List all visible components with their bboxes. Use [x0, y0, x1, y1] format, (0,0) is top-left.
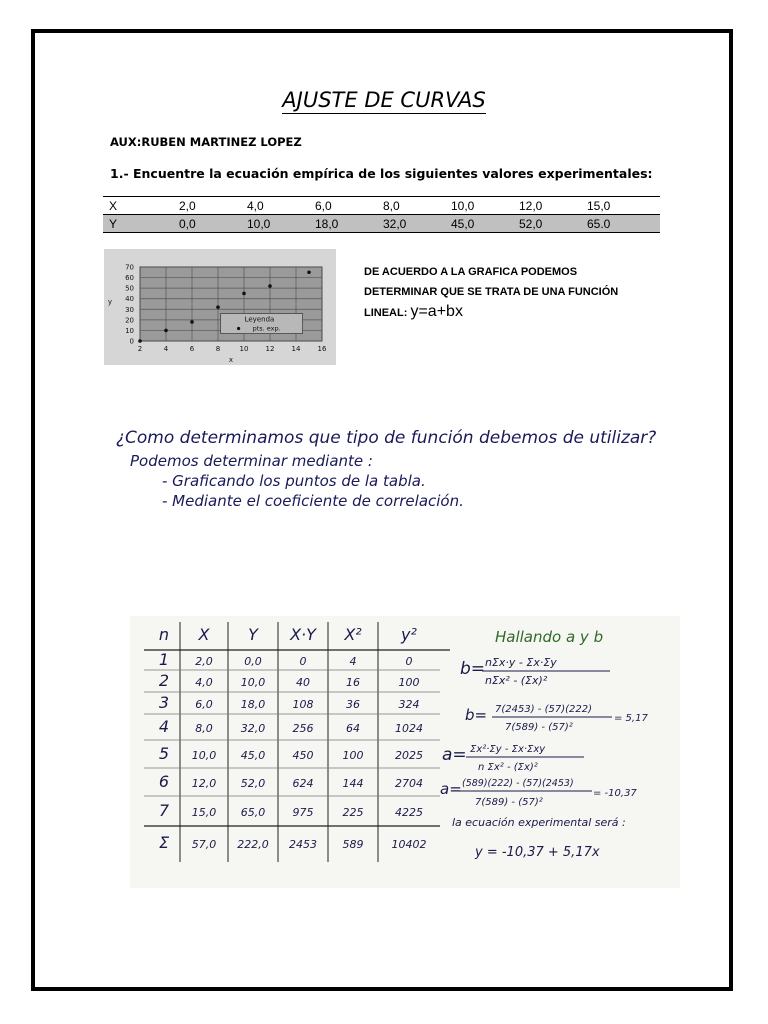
calc-table-cell: 225	[342, 806, 364, 819]
table-cell: 15,0	[587, 198, 611, 213]
x-tick-label: 4	[163, 345, 169, 353]
y-tick-label: 0	[129, 337, 134, 346]
table-cell: 10,0	[451, 198, 475, 213]
calc-table-cell: 16	[346, 676, 360, 689]
calc-table-cell: 256	[292, 722, 314, 735]
data-point	[242, 292, 246, 296]
calc-table-cell: 12,0	[191, 777, 217, 790]
calc-table-cell: 5	[158, 744, 170, 763]
row-label-x: X	[109, 198, 118, 213]
handwritten-line-3: - Mediante el coeficiente de correlación.	[162, 492, 464, 510]
calc-table-cell: 975	[292, 806, 314, 819]
x-tick-label: 8	[215, 345, 221, 353]
calc-table-cell: 2704	[395, 777, 423, 790]
calc-table-cell: 10,0	[191, 749, 217, 762]
calc-table-cell: 8,0	[195, 722, 213, 735]
y-axis-label: y	[107, 298, 113, 306]
data-point	[138, 339, 142, 343]
question-text: 1.- Encuentre la ecuación empírica de los siguientes valores experimentales:	[110, 166, 653, 181]
data-point	[268, 284, 272, 288]
handwritten-notes	[116, 426, 657, 526]
calc-table-cell: 4225	[395, 806, 423, 819]
x-tick-label: 6	[189, 345, 195, 353]
calc-table-sum-cell: 222,0	[237, 838, 269, 851]
graph-description	[364, 262, 618, 323]
b-label: b=	[460, 659, 486, 679]
calc-table-cell: 0	[405, 655, 413, 668]
calc-table-cell: 4,0	[195, 676, 213, 689]
table-cell: 10,0	[247, 216, 271, 231]
a-formula-numerator: Σx²·Σy - Σx·Σxy	[470, 744, 546, 755]
a-sub-numerator: (589)(222) - (57)(2453)	[462, 778, 574, 789]
table-cell: 52,0	[519, 216, 543, 231]
calc-table-sum-cell: Σ	[158, 833, 170, 852]
calc-table-cell: 108	[292, 698, 314, 711]
table-cell: 4,0	[247, 198, 264, 213]
table-cell: 12,0	[519, 198, 543, 213]
calc-table-header: X²	[344, 625, 362, 644]
description-line-2: DETERMINAR QUE SE TRATA DE UNA FUNCIÓN	[364, 286, 619, 298]
x-tick-label: 2	[137, 345, 143, 353]
legend-title: Leyenda	[244, 315, 275, 324]
final-text: la ecuación experimental será :	[452, 816, 626, 829]
x-tick-label: 12	[265, 345, 275, 353]
calc-table-cell: 450	[292, 749, 314, 762]
final-equation: y = -10,37 + 5,17x	[475, 845, 600, 860]
table-cell: 32,0	[383, 216, 407, 231]
a-result: = -10,37	[593, 788, 637, 799]
calc-table-cell: 36	[346, 698, 360, 711]
calc-table-sum-cell: 2453	[289, 838, 317, 851]
x-tick-label: 16	[317, 345, 327, 353]
y-tick-label: 50	[125, 284, 134, 293]
y-tick-label: 20	[125, 316, 134, 325]
calc-table-cell: 1024	[395, 722, 423, 735]
data-point	[216, 305, 220, 309]
table-cell: 6,0	[315, 198, 332, 213]
data-point	[164, 329, 168, 333]
calc-table-cell: 2025	[395, 749, 423, 762]
calc-table-cell: 32,0	[240, 722, 266, 735]
calc-table-header: y²	[401, 625, 417, 644]
data-point	[190, 320, 194, 324]
calc-table-cell: 52,0	[240, 777, 266, 790]
legend-marker	[237, 327, 240, 330]
calc-table-cell: 10,0	[240, 676, 266, 689]
x-axis-label: x	[228, 356, 234, 364]
calc-table-sum-cell: 589	[342, 838, 364, 851]
y-tick-label: 30	[125, 305, 134, 314]
table-cell: 18,0	[315, 216, 339, 231]
table-row-y	[103, 214, 660, 233]
b-formula-numerator: nΣx·y - Σx·Σy	[485, 656, 557, 669]
calc-table-sum-cell: 10402	[391, 838, 427, 851]
calc-table-cell: 2,0	[195, 655, 213, 668]
description-line-3	[364, 302, 618, 323]
description-prefix: LINEAL:	[364, 307, 411, 319]
handwritten-line-2: - Graficando los puntos de la tabla.	[162, 472, 426, 490]
b-label-2: b=	[465, 706, 488, 724]
table-cell: 0,0	[179, 216, 196, 231]
calc-table-cell: 100	[342, 749, 364, 762]
notes-heading: Hallando a y b	[495, 628, 604, 646]
table-cell: 45,0	[451, 216, 475, 231]
calc-table-cell: 3	[158, 693, 170, 712]
calc-table-cell: 324	[398, 698, 420, 711]
b-sub-denominator: 7(589) - (57)²	[505, 722, 573, 733]
calc-table-cell: 144	[342, 777, 364, 790]
y-tick-label: 10	[125, 326, 134, 335]
table-cell: 65.0	[587, 216, 611, 231]
data-point	[307, 270, 311, 274]
calc-table-cell: 18,0	[240, 698, 266, 711]
data-table	[103, 196, 660, 233]
calc-table-cell: 100	[398, 676, 420, 689]
calculation-sheet-svg	[130, 616, 680, 888]
calc-table-cell: 624	[292, 777, 314, 790]
calc-table-cell: 64	[346, 722, 360, 735]
calc-table-cell: 6	[158, 772, 170, 791]
table-cell: 8,0	[383, 198, 400, 213]
row-label-y: Y	[109, 216, 118, 231]
table-row-x	[103, 196, 660, 214]
y-tick-label: 70	[125, 263, 134, 272]
calc-table-header: X·Y	[290, 625, 316, 644]
legend-entry: pts. exp.	[252, 324, 281, 333]
y-tick-label: 60	[125, 274, 134, 283]
y-tick-label: 40	[125, 295, 134, 304]
calc-table-cell: 0	[299, 655, 307, 668]
handwritten-line-1: Podemos determinar mediante :	[130, 452, 373, 470]
x-tick-label: 14	[291, 345, 301, 353]
x-tick-label: 10	[239, 345, 249, 353]
calc-table-cell: 1	[158, 650, 170, 669]
calc-table-cell: 2	[158, 671, 170, 690]
calc-table-cell: 15,0	[191, 806, 217, 819]
calc-table-header: n	[158, 625, 170, 644]
calc-table-cell: 0,0	[244, 655, 262, 668]
calc-table-cell: 45,0	[240, 749, 266, 762]
calc-table-cell: 4	[349, 655, 357, 668]
calc-table-cell: 4	[158, 717, 170, 736]
linear-equation: y=a+bx	[410, 303, 463, 320]
b-formula-denominator: nΣx² - (Σx)²	[485, 674, 548, 687]
b-result: = 5,17	[614, 713, 648, 724]
a-sub-denominator: 7(589) - (57)²	[475, 797, 543, 808]
calc-table-header: X	[198, 625, 210, 644]
calc-table-sum-cell: 57,0	[191, 838, 217, 851]
document-title: AJUSTE DE CURVAS	[282, 88, 486, 112]
scatter-chart	[104, 249, 336, 365]
table-cell: 2,0	[179, 198, 196, 213]
calc-table-cell: 6,0	[195, 698, 213, 711]
description-line-1: DE ACUERDO A LA GRAFICA PODEMOS	[364, 266, 578, 278]
a-label: a=	[442, 745, 467, 765]
author-line: AUX:RUBEN MARTINEZ LOPEZ	[110, 135, 302, 149]
calculation-sheet	[130, 616, 680, 888]
calc-table-cell: 65,0	[240, 806, 266, 819]
scatter-chart-svg	[104, 249, 336, 365]
calc-table-cell: 7	[158, 801, 170, 820]
calc-table-cell: 40	[296, 676, 310, 689]
handwritten-question: ¿Como determinamos que tipo de función debemos de utilizar?	[116, 428, 657, 448]
a-formula-denominator: n Σx² - (Σx)²	[478, 762, 538, 773]
a-label-2: a=	[440, 780, 462, 798]
b-sub-numerator: 7(2453) - (57)(222)	[495, 704, 592, 715]
calc-table-header: Y	[248, 625, 258, 644]
